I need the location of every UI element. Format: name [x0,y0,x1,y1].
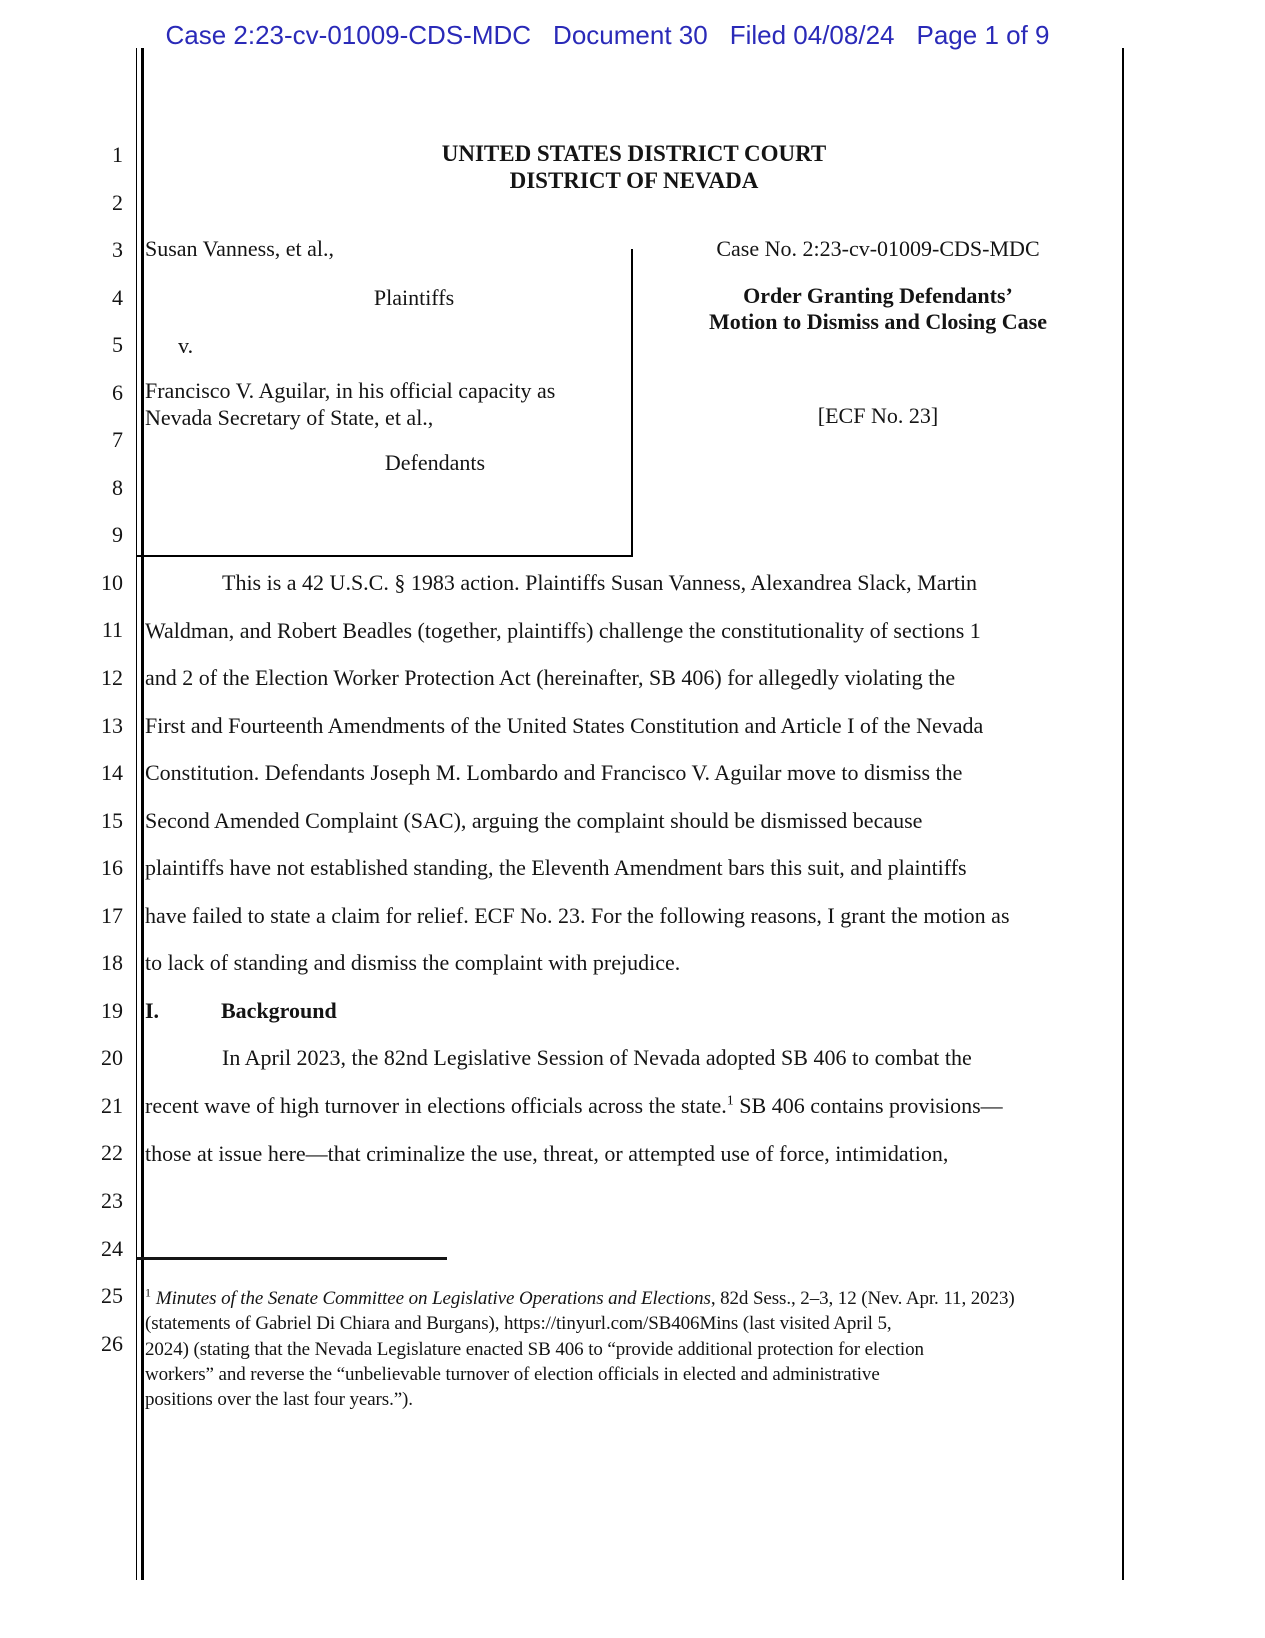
line-number-column [0,131,127,1367]
body-line: and 2 of the Election Worker Protection Act (hereinafter, SB 406) for allegedly violating the [145,665,956,691]
body-line: In April 2023, the 82nd Legislative Session of Nevada adopted SB 406 to combat the [222,1045,972,1071]
section-heading-background [145,987,1073,1035]
footnote-line-text: , 82d Sess., 2–3, 12 (Nev. Apr. 11, 2023) [710,1288,1015,1309]
footnote-line [145,1286,1085,1311]
court-name: UNITED STATES DISTRICT COURT [441,141,827,166]
body-line: Second Amended Complaint (SAC), arguing the complaint should be dismissed because [145,807,923,833]
stamp-page-number: Page 1 of 9 [916,20,1050,50]
line-number: 24 [101,1235,123,1261]
line-number: 20 [101,1045,123,1071]
body-line-text: SB 406 contains provisions— [733,1093,1003,1119]
line-number: 8 [112,474,123,500]
line-number: 10 [101,569,123,595]
defendant-role-label: Defendants [384,450,486,475]
body-line: First and Fourteenth Amendments of the United States Constitution and Article I of the Nevada [145,712,984,738]
order-title-line1: Order Granting Defendants’ [743,283,1013,308]
footnote-citation-title: Minutes of the Senate Committee on Legislative Operations and Elections [155,1288,711,1309]
line-number: 26 [101,1330,123,1356]
line-number: 12 [101,665,123,691]
court-district: DISTRICT OF NEVADA [509,167,759,193]
order-title [633,283,1123,335]
plaintiff-role-label: Plaintiffs [373,285,455,310]
line-number: 15 [101,807,123,833]
line-number: 25 [101,1283,123,1309]
line-number: 21 [101,1092,123,1118]
line-number: 4 [112,284,123,310]
section-label: Background [221,997,337,1023]
body-line: Constitution. Defendants Joseph M. Lombardo and Francisco V. Aguilar move to dismiss the [145,760,963,786]
left-margin-rule-outer [136,48,137,1580]
line-number: 1 [112,142,123,167]
line-number: 17 [101,902,123,928]
defendant-name [145,378,555,431]
footnote-separator-rule [137,1257,447,1260]
footnote-line: (statements of Gabriel Di Chiara and Burgans), https://tinyurl.com/SB406Mins (last visited April 5, [145,1313,892,1335]
body-line [145,1082,1073,1130]
line-number: 18 [101,950,123,976]
footnote-reference: 1 [726,1093,734,1109]
versus-label: v. [178,333,194,358]
body-line: Waldman, and Robert Beadles (together, plaintiffs) challenge the constitutionality of sections 1 [145,617,981,643]
body-line: to lack of standing and dismiss the complaint with prejudice. [145,950,681,976]
left-margin-rule-inner [141,48,144,1580]
body-line: those at issue here—that criminalize the use, threat, or attempted use of force, intimidation, [145,1140,949,1166]
footnote-line: positions over the last four years.”). [145,1389,413,1411]
footnote-line: workers” and reverse the “unbelievable turnover of election officials in elected and administrative [145,1363,880,1385]
ecf-stamp [0,20,1215,51]
defendant-name-line2: Nevada Secretary of State, et al., [145,404,434,430]
body-line: have failed to state a claim for relief. ECF No. 23. For the following reasons, I grant the motion as [145,902,1010,928]
case-number: Case No. 2:23-cv-01009-CDS-MDC [716,236,1040,261]
order-body [145,559,1073,1177]
footnote-marker: 1 [145,1285,151,1300]
footnote-line: 2024) (stating that the Nevada Legislature enacted SB 406 to “provide additional protection for election [145,1338,924,1360]
line-number: 22 [101,1140,123,1166]
line-number: 16 [101,855,123,881]
stamp-case-number: Case 2:23-cv-01009-CDS-MDC [165,20,532,50]
line-number: 11 [101,617,123,643]
body-line: plaintiffs have not established standing, the Eleventh Amendment bars this suit, and plaintiffs [145,855,967,881]
line-number: 19 [101,997,123,1023]
line-number: 9 [112,522,123,548]
order-title-line2: Motion to Dismiss and Closing Case [709,309,1047,334]
court-title [145,141,1123,194]
right-margin-rule [1122,48,1124,1580]
section-number: I. [145,997,160,1023]
line-number: 3 [112,237,123,263]
caption-bottom-rule [137,555,633,557]
line-number: 13 [101,712,123,738]
stamp-document-number: Document 30 [553,20,708,50]
body-line-text: recent wave of high turnover in elections officials across the state. [145,1093,727,1119]
footnote [145,1286,1085,1412]
line-number: 14 [101,760,123,786]
defendant-name-line1: Francisco V. Aguilar, in his official capacity as [145,378,556,403]
line-number: 23 [101,1188,123,1214]
line-number: 5 [112,332,123,358]
ecf-number: [ECF No. 23] [817,403,939,428]
line-number: 2 [112,189,123,215]
line-number: 6 [112,379,123,405]
stamp-filed-date: Filed 04/08/24 [729,20,895,50]
plaintiff-name: Susan Vanness, et al., [145,236,335,261]
line-number: 7 [112,427,123,453]
body-line: This is a 42 U.S.C. § 1983 action. Plaintiffs Susan Vanness, Alexandrea Slack, Martin [222,570,978,595]
